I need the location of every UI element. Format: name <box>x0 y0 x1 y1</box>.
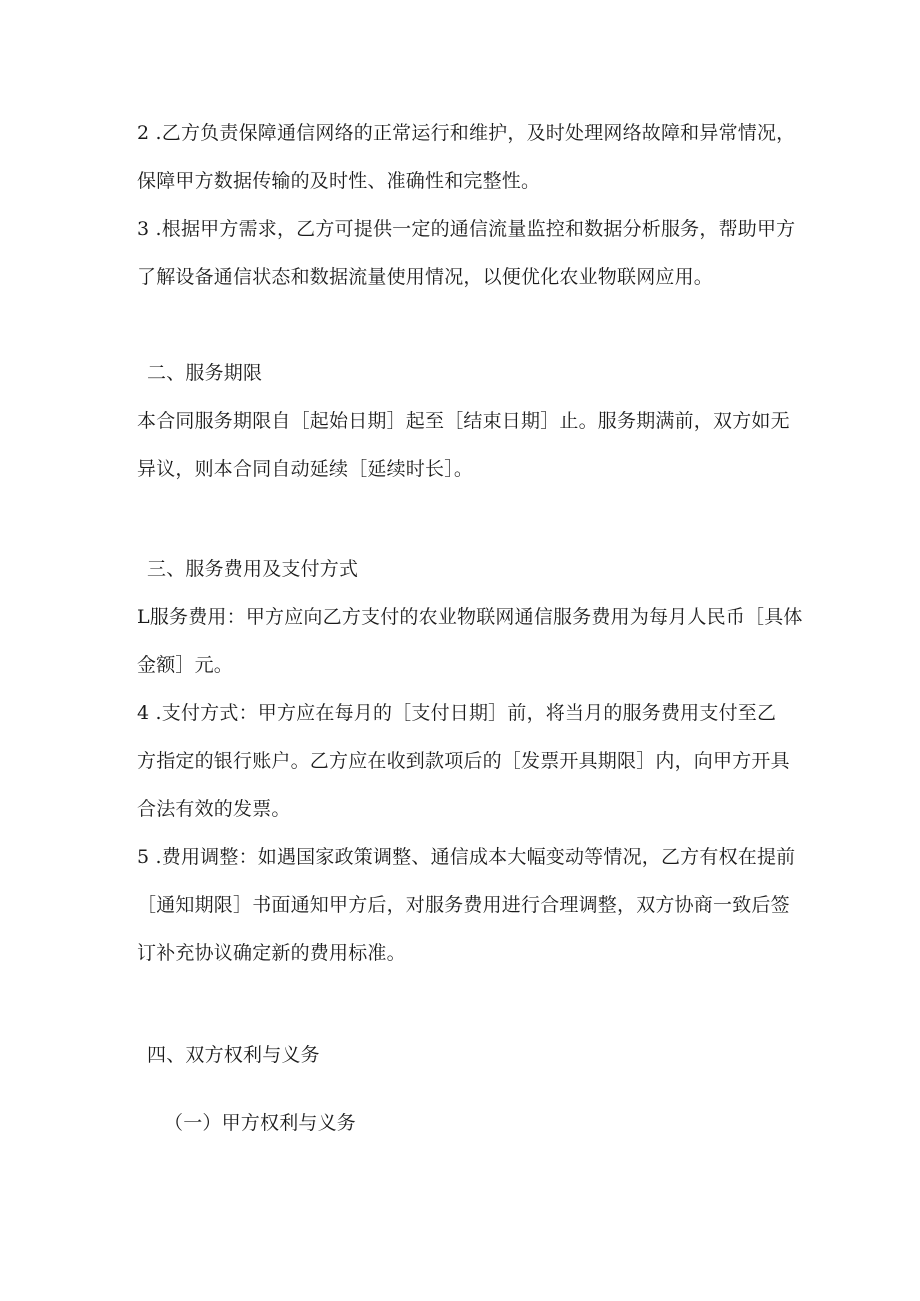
item2-line2: 保障甲方数据传输的及时性、准确性和完整性。 <box>137 170 541 192</box>
section2-heading: 二、服务期限 <box>147 362 263 384</box>
adjust-line3: 订补充协议确定新的费用标准。 <box>137 942 406 964</box>
payment-line3: 合法有效的发票。 <box>137 798 291 820</box>
item2-line1: 2 .乙方负责保障通信网络的正常运行和维护，及时处理网络故障和异常情况， <box>137 122 796 144</box>
item3-line2: 了解设备通信状态和数据流量使用情况，以便优化农业物联网应用。 <box>137 266 714 288</box>
section2-line2: 异议，则本合同自动延续［延续时长］。 <box>137 458 474 480</box>
payment-line2: 方指定的银行账户。乙方应在收到款项后的［发票开具期限］内，向甲方开具 <box>137 750 790 772</box>
payment-line1: 4 .支付方式：甲方应在每月的［支付日期］前，将当月的服务费用支付至乙 <box>137 702 777 724</box>
section4-subheading: （一）甲方权利与义务 <box>164 1112 357 1134</box>
adjust-line2: ［通知期限］书面通知甲方后，对服务费用进行合理调整，双方协商一致后签 <box>137 894 790 916</box>
section2-line1: 本合同服务期限自［起始日期］起至［结束日期］止。服务期满前，双方如无 <box>137 410 790 432</box>
section4-heading: 四、双方权利与义务 <box>147 1044 320 1066</box>
adjust-line1: 5 .费用调整：如遇国家政策调整、通信成本大幅变动等情况，乙方有权在提前 <box>137 846 796 868</box>
fee-line2: 金额］元。 <box>137 654 234 676</box>
section3-heading: 三、服务费用及支付方式 <box>147 558 359 580</box>
fee-line1: L服务费用：甲方应向乙方支付的农业物联网通信服务费用为每月人民币［具体 <box>137 606 803 628</box>
item3-line1: 3 .根据甲方需求，乙方可提供一定的通信流量监控和数据分析服务，帮助甲方 <box>137 218 796 240</box>
